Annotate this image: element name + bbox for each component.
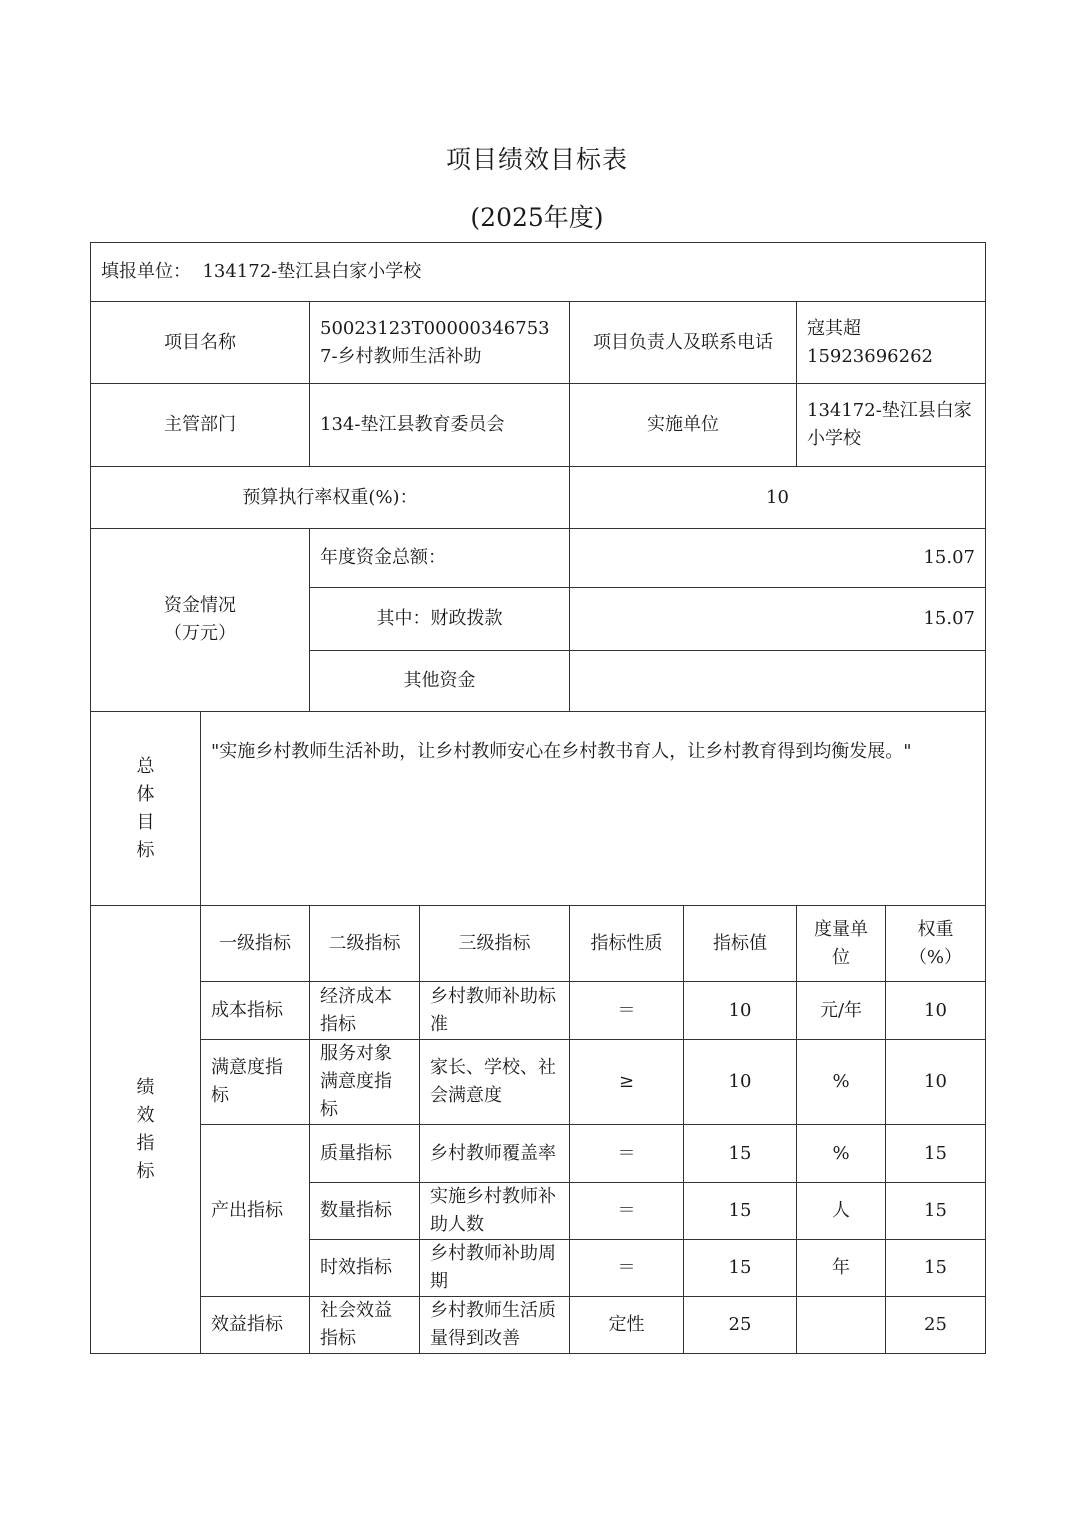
- budget-rate-label: 预算执行率权重(%)：: [91, 467, 570, 529]
- row-weight: 10: [886, 1040, 986, 1125]
- overall-goal-char: 标: [136, 839, 155, 861]
- project-name-label: 项目名称: [91, 302, 310, 384]
- row-nature: ＝: [570, 1125, 684, 1183]
- funds-label-cell: [91, 529, 310, 712]
- page-title: 项目绩效目标表: [445, 145, 628, 174]
- performance-indicators-char: 效: [136, 1104, 155, 1126]
- header-level1: 一级指标: [201, 906, 310, 982]
- group-output: 产出指标: [201, 1125, 310, 1297]
- performance-target-table: [90, 242, 986, 1354]
- implementing-unit-value: 134172-垫江县白家小学校: [797, 384, 986, 467]
- row-value: 10: [684, 982, 797, 1040]
- row-level3: 乡村教师生活质量得到改善: [420, 1297, 570, 1354]
- overall-goal-char: 目: [136, 811, 155, 833]
- performance-indicators-label: [91, 906, 201, 1354]
- row-value: 15: [684, 1125, 797, 1183]
- performance-indicators-char: 标: [136, 1160, 155, 1182]
- row-level2: 质量指标: [310, 1125, 420, 1183]
- reporting-unit-label: 填报单位：: [101, 261, 191, 282]
- row-unit: 人: [797, 1183, 886, 1240]
- project-leader-name: 寇其超: [807, 317, 861, 339]
- row-value: 15: [684, 1183, 797, 1240]
- row-weight: 15: [886, 1183, 986, 1240]
- row-weight: 10: [886, 982, 986, 1040]
- row-value: 15: [684, 1240, 797, 1297]
- overall-goal-text: "实施乡村教师生活补助，让乡村教师安心在乡村教书育人，让乡村教育得到均衡发展。": [201, 712, 986, 906]
- row-unit: %: [797, 1125, 886, 1183]
- annual-total-label: 年度资金总额：: [310, 529, 570, 588]
- department-label: 主管部门: [91, 384, 310, 467]
- header-unit: 度量单位: [797, 906, 886, 982]
- row-unit: %: [797, 1040, 886, 1125]
- row-level2: 服务对象满意度指标: [310, 1040, 420, 1125]
- other-funds-value: [570, 651, 986, 712]
- row-weight: 25: [886, 1297, 986, 1354]
- overall-goal-char: 体: [136, 783, 155, 805]
- project-leader-phone: 15923696262: [807, 345, 933, 367]
- overall-goal-label: [91, 712, 201, 906]
- table-row: [91, 1125, 986, 1183]
- page-subtitle-year: (2025年度): [470, 203, 604, 232]
- project-name-value: 50023123T000003467537-乡村教师生活补助: [310, 302, 570, 384]
- header-level3: 三级指标: [420, 906, 570, 982]
- row-value: 10: [684, 1040, 797, 1125]
- table-row: [91, 1040, 986, 1125]
- department-value: 134-垫江县教育委员会: [310, 384, 570, 467]
- header-value: 指标值: [684, 906, 797, 982]
- header-level2: 二级指标: [310, 906, 420, 982]
- funds-unit: （万元）: [164, 623, 236, 644]
- overall-goal-char: 总: [136, 755, 155, 777]
- row-level3: 乡村教师补助周期: [420, 1240, 570, 1297]
- project-leader-label: 项目负责人及联系电话: [570, 302, 797, 384]
- fiscal-funds-label: 其中：财政拨款: [310, 588, 570, 651]
- row-level2: 时效指标: [310, 1240, 420, 1297]
- group-benefit: 效益指标: [201, 1297, 310, 1354]
- row-nature: ＝: [570, 1240, 684, 1297]
- performance-indicators-char: 绩: [136, 1076, 155, 1098]
- table-row: [91, 982, 986, 1040]
- table-row: [91, 1297, 986, 1354]
- implementing-unit-label: 实施单位: [570, 384, 797, 467]
- performance-indicators-char: 指: [136, 1132, 155, 1154]
- row-level3: 乡村教师补助标准: [420, 982, 570, 1040]
- row-level3: 家长、学校、社会满意度: [420, 1040, 570, 1125]
- reporting-unit-row: [91, 243, 986, 302]
- row-level3: 实施乡村教师补助人数: [420, 1183, 570, 1240]
- funds-label: 资金情况: [164, 595, 236, 616]
- reporting-unit-value: 134172-垫江县白家小学校: [202, 261, 422, 282]
- row-unit: [797, 1297, 886, 1354]
- row-weight: 15: [886, 1125, 986, 1183]
- header-nature: 指标性质: [570, 906, 684, 982]
- row-level3: 乡村教师覆盖率: [420, 1125, 570, 1183]
- row-nature: ≥: [570, 1040, 684, 1125]
- row-nature: ＝: [570, 982, 684, 1040]
- budget-rate-value: 10: [570, 467, 986, 529]
- row-nature: 定性: [570, 1297, 684, 1354]
- header-weight: 权重（%）: [886, 906, 986, 982]
- project-leader-value: [797, 302, 986, 384]
- annual-total-value: 15.07: [570, 529, 986, 588]
- group-satisfaction: 满意度指标: [201, 1040, 310, 1125]
- fiscal-funds-value: 15.07: [570, 588, 986, 651]
- row-level2: 经济成本指标: [310, 982, 420, 1040]
- row-weight: 15: [886, 1240, 986, 1297]
- row-value: 25: [684, 1297, 797, 1354]
- other-funds-label: 其他资金: [310, 651, 570, 712]
- row-unit: 元/年: [797, 982, 886, 1040]
- row-nature: ＝: [570, 1183, 684, 1240]
- row-level2: 社会效益指标: [310, 1297, 420, 1354]
- row-unit: 年: [797, 1240, 886, 1297]
- row-level2: 数量指标: [310, 1183, 420, 1240]
- group-cost: 成本指标: [201, 982, 310, 1040]
